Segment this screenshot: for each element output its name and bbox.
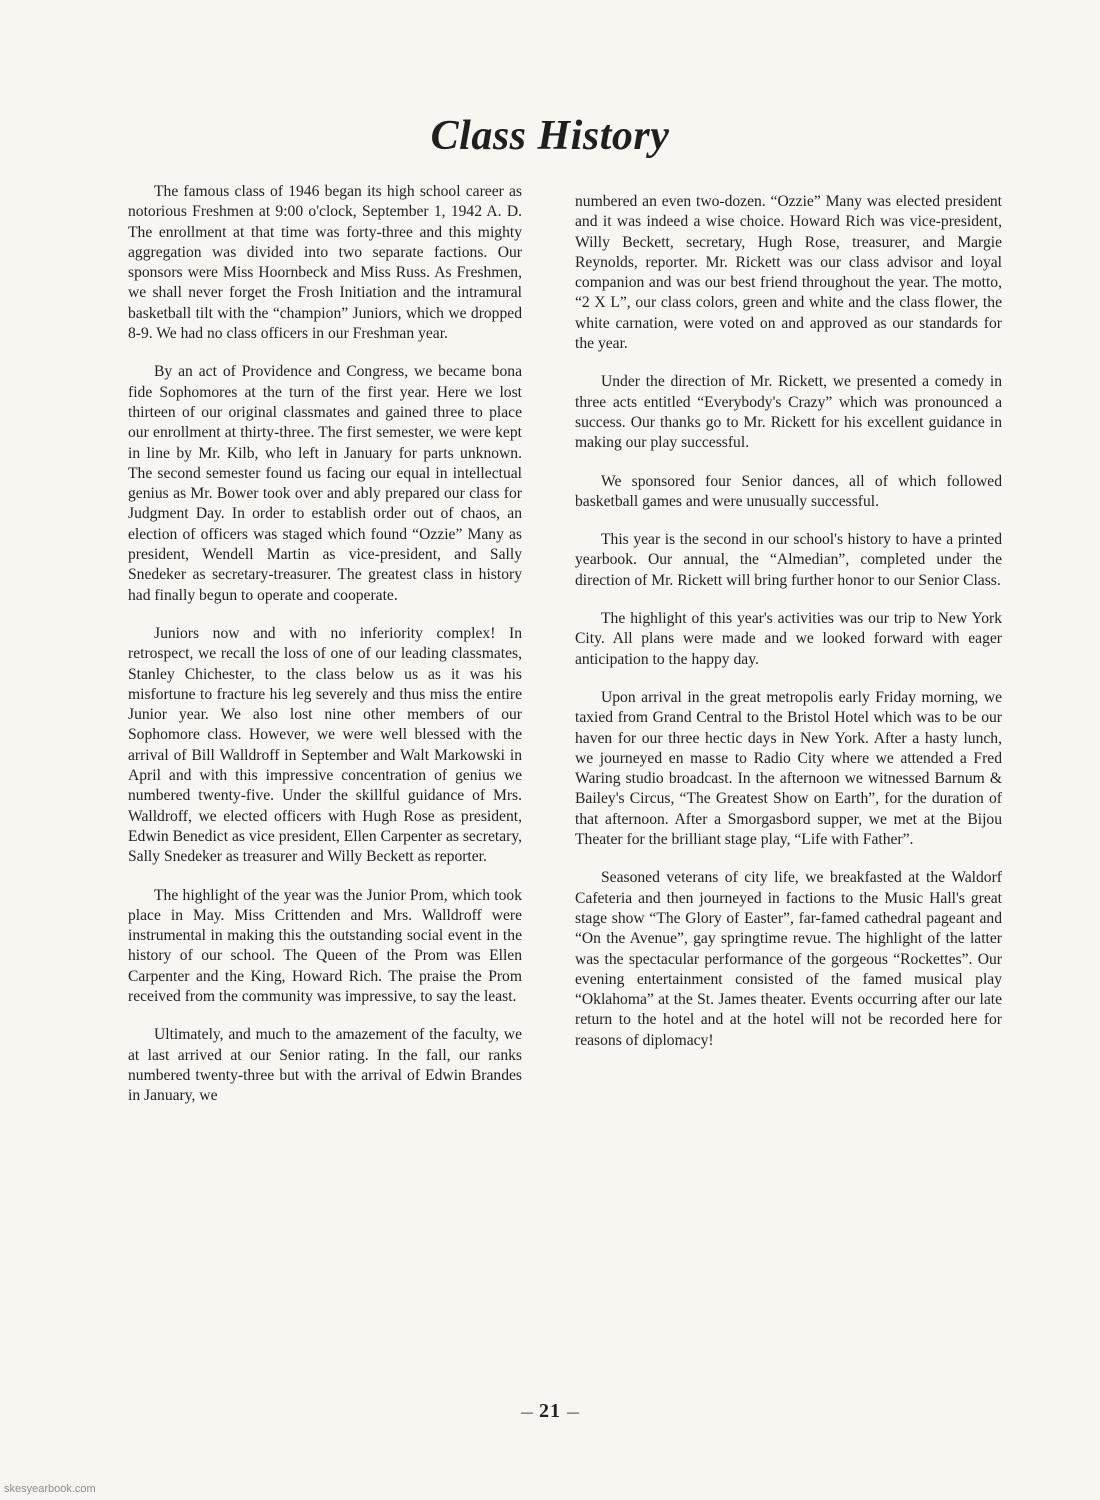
page-number [0, 1400, 1100, 1423]
paragraph: Juniors now and with no inferiority complex! In retrospect, we recall the loss of one of our leading classmates, Stanley Chichester, to the class below us as it was his misfortune to fracture his leg severely and thus miss the entire Junior year. We also lost nine other members of our Sophomore class. However, we were well blessed with the arrival of Bill Walldroff in September and Walt Markowski in April and with this impressive concentration of genius we numbered twenty-five. Under the skillful guidance of Mrs. Walldroff, we elected officers with Hugh Rose as president, Edwin Benedict as vice president, Ellen Carpenter as secretary, Sally Snedeker as treasurer and Willy Beckett as reporter. [128, 624, 522, 866]
paragraph: The highlight of the year was the Junior Prom, which took place in May. Miss Crittenden and Mrs. Walldroff were instrumental in making this the outstanding social event in the history of our school. The Queen of the Prom was Ellen Carpenter and the King, Howard Rich. The praise the Prom received from the community was impressive, to say the least. [128, 886, 522, 1005]
paragraph: The famous class of 1946 began its high school career as notorious Freshmen at 9:00 o'clock, September 1, 1942 A. D. The enrollment at that time was forty-three and this mighty aggregation was divided into two separate factions. Our sponsors were Miss Hoornbeck and Miss Russ. As Freshmen, we shall never forget the Frosh Initiation and the intramural basketball tilt with the “champion” Juniors, which we dropped 8-9. We had no class officers in our Freshman year. [128, 183, 522, 343]
paragraph: Ultimately, and much to the amazement of the faculty, we at last arrived at our Senior rating. In the fall, our ranks numbered twenty-three but with the arrival of Edwin Brandes in January, we [128, 1026, 522, 1105]
ornament-right: –– [567, 1404, 579, 1419]
left-column [128, 182, 522, 1124]
paragraph: We sponsored four Senior dances, all of which followed basketball games and were unusually successful. [575, 472, 1002, 510]
paragraph: Seasoned veterans of city life, we breakfasted at the Waldorf Cafeteria and then journeyed in factions to the Music Hall's great stage show “The Glory of Easter”, far-famed cathedral pageant and “On the Avenue”, gay springtime revue. The highlight of the latter was the spectacular performance of the gorgeous “Rockettes”. Our evening entertainment consisted of the famed musical play “Oklahoma” at the St. James theater. Events occurring after our late return to the hotel and at the hotel will not be recorded here for reasons of diplomacy! [575, 869, 1002, 1049]
paragraph: Under the direction of Mr. Rickett, we presented a comedy in three acts entitled “Everybody's Crazy” which was pronounced a success. Our thanks go to Mr. Rickett for his excellent guidance in making our play successful. [575, 373, 1002, 452]
paragraph: Upon arrival in the great metropolis early Friday morning, we taxied from Grand Central to the Bristol Hotel which was to be our haven for our three hectic days in New York. After a hasty lunch, we journeyed en masse to Radio City where we attended a Fred Waring studio broadcast. In the afternoon we witnessed Barnum & Bailey's Circus, “The Greatest Show on Earth”, for the duration of that afternoon. After a Smorgasbord supper, we met at the Bijou Theater for the brilliant stage play, “Life with Father”. [575, 688, 1002, 849]
paragraph: numbered an even two-dozen. “Ozzie” Many was elected president and it was indeed a wise choice. Howard Rich was vice-president, Willy Beckett, secretary, Hugh Rose, treasurer, and Margie Reynolds, reporter. Mr. Rickett was our class advisor and loyal companion and was our best friend throughout the year. The motto, “2 X L”, our class colors, green and white and the class flower, the white carnation, were voted on and approved as our standards for the year. [575, 193, 1002, 353]
paragraph: The highlight of this year's activities was our trip to New York City. All plans were made and we looked forward with eager anticipation to the happy day. [575, 610, 1002, 668]
paragraph: This year is the second in our school's history to have a printed yearbook. Our annual, the “Almedian”, completed under the direction of Mr. Rickett will bring further honor to our Senior Class. [575, 531, 1002, 589]
ornament-left: –– [521, 1404, 533, 1419]
watermark: skesyearbook.com [4, 1483, 96, 1495]
page-number-value: 21 [539, 1400, 561, 1422]
page-title: Class History [430, 113, 670, 159]
paragraph: By an act of Providence and Congress, we became bona fide Sophomores at the turn of the first year. Here we lost thirteen of our original classmates and gained three to place our enrollment at thirty-three. The first semester, we were kept in line by Mr. Kilb, who left in January for parts unknown. The second semester found us facing our equal in intellectual genius as Mr. Bower took over and ably prepared our class for Judgment Day. In order to establish order out of chaos, an election of officers was staged which found “Ozzie” Many as president, Wendell Martin as vice-president, and Sally Snedeker as secretary-treasurer. The greatest class in history had finally begun to operate and cooperate. [128, 363, 522, 604]
right-column [575, 192, 1002, 1069]
